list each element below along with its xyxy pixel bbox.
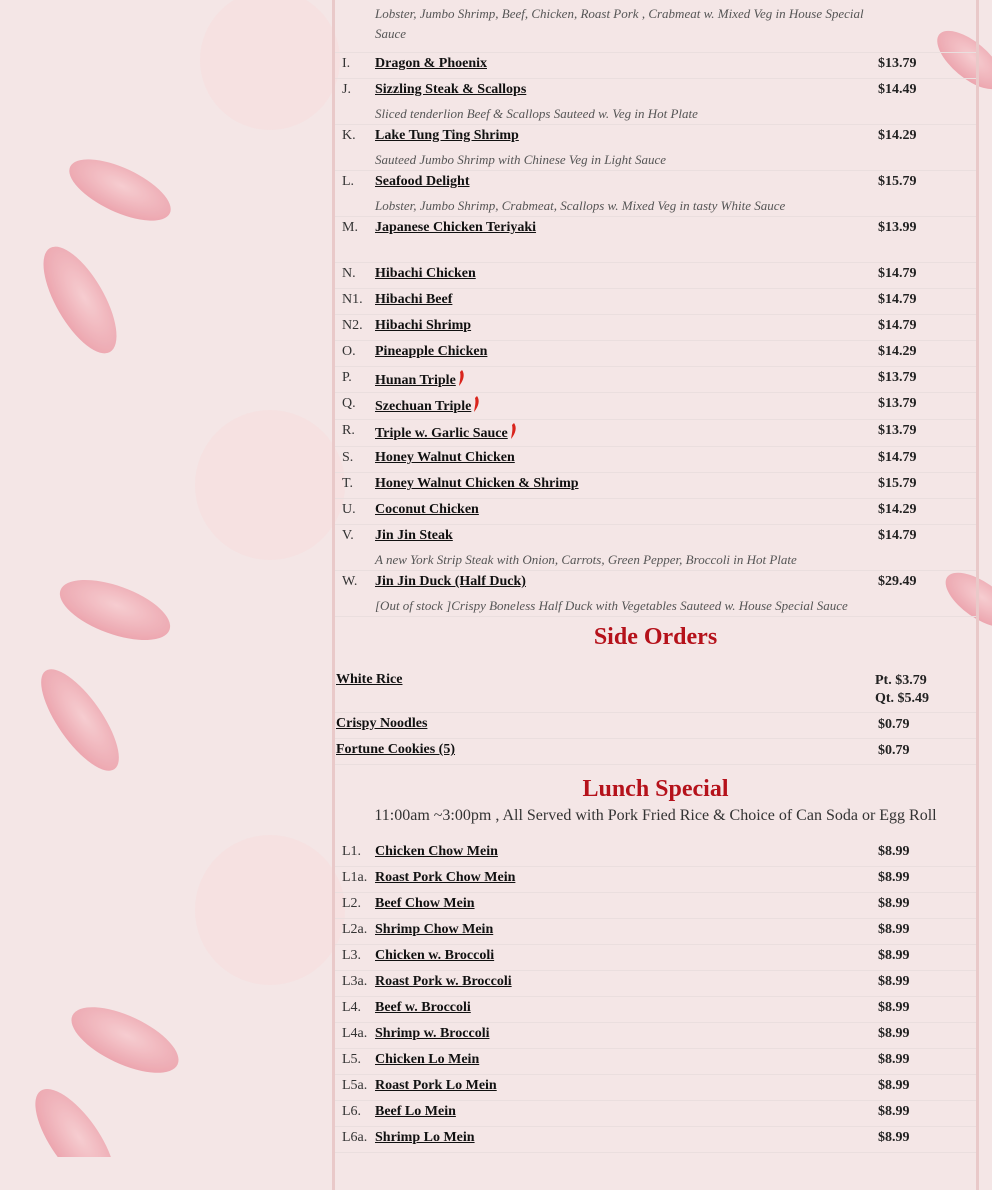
lunch-item-row [335, 1100, 976, 1127]
item-name: Szechuan Triple [375, 399, 472, 414]
menu-panel [332, 0, 979, 1190]
lunch-special-subtitle: 11:00am ~3:00pm , All Served with Pork Fried Rice & Choice of Can Soda or Egg Roll [374, 807, 937, 824]
side-orders-title: Side Orders [593, 624, 718, 650]
item-price: $15.79 [878, 174, 917, 189]
lunch-item-code: L4. [342, 1000, 362, 1015]
menu-item-row [335, 366, 976, 393]
item-name: Japanese Chicken Teriyaki [375, 220, 537, 235]
item-name: Seafood Delight [375, 174, 470, 189]
side-order-price-secondary: Qt. $5.49 [875, 691, 930, 706]
item-code: T. [342, 476, 354, 491]
menu-item-row [335, 170, 976, 217]
lunch-item-row [335, 892, 976, 919]
lunch-item-price: $8.99 [878, 948, 910, 963]
menu-item-row [335, 288, 976, 315]
lunch-item-code: L2. [342, 896, 362, 911]
item-price: $14.79 [878, 528, 917, 543]
lunch-item-row [335, 866, 976, 893]
lunch-item-price: $8.99 [878, 974, 910, 989]
menu-item-row [335, 52, 976, 79]
lunch-item-code: L6a. [342, 1130, 368, 1145]
item-code: N1. [342, 292, 363, 307]
item-code: K. [342, 128, 356, 143]
item-price: $14.79 [878, 318, 917, 333]
item-code: L. [342, 174, 355, 189]
item-price: $14.79 [878, 292, 917, 307]
item-code: S. [342, 450, 354, 465]
menu-item-row [335, 262, 976, 289]
side-orders-header [335, 610, 976, 668]
lunch-item-price: $8.99 [878, 1104, 910, 1119]
lunch-item-code: L1a. [342, 870, 368, 885]
item-code: N2. [342, 318, 363, 333]
item-code: M. [342, 220, 358, 235]
lunch-item-price: $8.99 [878, 1026, 910, 1041]
lunch-item-code: L5a. [342, 1078, 368, 1093]
lunch-item-code: L4a. [342, 1026, 368, 1041]
menu-item-row [335, 78, 976, 125]
side-order-price-primary: Pt. $3.79 [875, 673, 927, 688]
item-name: Triple w. Garlic Sauce [375, 426, 508, 441]
item-code: N. [342, 266, 356, 281]
item-name-link[interactable] [375, 174, 470, 190]
side-order-price [875, 672, 929, 708]
lunch-item-code: L1. [342, 844, 362, 859]
lunch-item-row [335, 1126, 976, 1153]
item-name-link[interactable] [375, 450, 515, 466]
item-name: Hunan Triple [375, 373, 456, 388]
item-name-link[interactable] [375, 574, 526, 590]
menu-item-row [335, 0, 976, 53]
item-name-link[interactable] [375, 370, 465, 389]
item-description: Lobster, Jumbo Shrimp, Beef, Chicken, Roast Pork , Crabmeat w. Mixed Veg in House Special Sauce [375, 6, 864, 41]
item-name: Lake Tung Ting Shrimp [375, 128, 519, 143]
menu-item-row [335, 216, 976, 263]
item-name-link[interactable] [375, 128, 519, 144]
item-description: A new York Strip Steak with Onion, Carrots, Green Pepper, Broccoli in Hot Plate [375, 552, 797, 567]
item-name-link[interactable] [375, 82, 526, 98]
lunch-special-header [335, 764, 976, 840]
side-order-price-primary: $0.79 [878, 717, 910, 732]
lunch-item-name[interactable]: Shrimp w. Broccoli [375, 1026, 490, 1041]
item-name: Pineapple Chicken [375, 344, 488, 359]
lunch-item-name[interactable]: Shrimp Chow Mein [375, 922, 494, 937]
lunch-item-row [335, 918, 976, 945]
item-code: O. [342, 344, 356, 359]
item-price: $14.29 [878, 344, 917, 359]
side-order-name[interactable]: White Rice [336, 672, 403, 687]
menu-item-row [335, 419, 976, 447]
item-price: $14.49 [878, 82, 917, 97]
lunch-item-name[interactable]: Roast Pork Chow Mein [375, 870, 516, 885]
side-order-name[interactable]: Crispy Noodles [336, 716, 428, 731]
item-name: Hibachi Chicken [375, 266, 476, 281]
lunch-item-name[interactable]: Chicken Chow Mein [375, 844, 498, 859]
menu-item-row [335, 392, 976, 420]
item-price: $14.79 [878, 450, 917, 465]
item-description: [Out of stock ]Crispy Boneless Half Duck with Vegetables Sauteed w. House Special Sauce [375, 598, 848, 613]
item-price: $13.99 [878, 220, 917, 235]
item-description: Sliced tenderlion Beef & Scallops Sauteed w. Veg in Hot Plate [375, 106, 698, 121]
item-name: Hibachi Shrimp [375, 318, 472, 333]
menu-item-row [335, 340, 976, 367]
item-name-link[interactable] [375, 528, 453, 544]
chili-pepper-icon [472, 396, 480, 412]
menu-item-row [335, 314, 976, 341]
item-name-link[interactable] [375, 318, 471, 334]
item-price: $13.79 [878, 396, 917, 411]
item-price: $14.79 [878, 266, 917, 281]
item-code: J. [342, 82, 351, 97]
lunch-item-name[interactable]: Beef w. Broccoli [375, 1000, 471, 1015]
menu-item-row [335, 498, 976, 525]
item-price: $29.49 [878, 574, 917, 589]
lunch-item-row [335, 1074, 976, 1101]
item-description: Lobster, Jumbo Shrimp, Crabmeat, Scallops w. Mixed Veg in tasty White Sauce [375, 198, 786, 213]
item-code: P. [342, 370, 352, 385]
side-order-price-primary: $0.79 [878, 743, 910, 758]
side-order-row [335, 668, 976, 713]
lunch-item-name[interactable]: Roast Pork w. Broccoli [375, 974, 512, 989]
item-price: $14.29 [878, 128, 917, 143]
item-name: Coconut Chicken [375, 502, 479, 517]
item-name-link[interactable] [375, 502, 479, 518]
menu-item-row [335, 524, 976, 571]
item-name-link[interactable] [375, 396, 480, 415]
item-code: R. [342, 423, 355, 438]
item-code: Q. [342, 396, 356, 411]
item-name: Dragon & Phoenix [375, 56, 487, 71]
lunch-item-price: $8.99 [878, 1000, 910, 1015]
lunch-item-price: $8.99 [878, 1078, 910, 1093]
item-name: Honey Walnut Chicken & Shrimp [375, 476, 579, 491]
item-name: Sizzling Steak & Scallops [375, 82, 527, 97]
item-description: Sauteed Jumbo Shrimp with Chinese Veg in Light Sauce [375, 152, 667, 167]
item-price: $14.29 [878, 502, 917, 517]
lunch-item-price: $8.99 [878, 922, 910, 937]
chili-pepper-icon [509, 423, 517, 439]
item-name: Hibachi Beef [375, 292, 453, 307]
lunch-item-name[interactable]: Beef Chow Mein [375, 896, 475, 911]
item-name-link[interactable] [375, 220, 536, 236]
item-name-link[interactable] [375, 344, 487, 360]
lunch-item-name[interactable]: Shrimp Lo Mein [375, 1130, 475, 1145]
lunch-item-row [335, 996, 976, 1023]
item-name-link[interactable] [375, 266, 476, 282]
lunch-item-price: $8.99 [878, 844, 910, 859]
item-name-link[interactable] [375, 292, 452, 308]
lunch-item-code: L5. [342, 1052, 362, 1067]
item-code: I. [342, 56, 351, 71]
item-name: Jin Jin Steak [375, 528, 453, 543]
lunch-item-name[interactable]: Chicken w. Broccoli [375, 948, 495, 963]
lunch-item-price: $8.99 [878, 1052, 910, 1067]
item-name-link[interactable] [375, 423, 517, 442]
item-name-link[interactable] [375, 476, 579, 492]
side-order-price [878, 742, 910, 760]
menu-item-row [335, 472, 976, 499]
chili-pepper-icon [457, 370, 465, 386]
side-order-row [335, 738, 976, 765]
menu-item-row [335, 124, 976, 171]
item-price: $15.79 [878, 476, 917, 491]
lunch-item-row [335, 944, 976, 971]
lunch-special-title: Lunch Special [582, 776, 729, 802]
item-code: V. [342, 528, 354, 543]
menu-item-row [335, 446, 976, 473]
item-price: $13.79 [878, 56, 917, 71]
lunch-item-code: L3a. [342, 974, 368, 989]
item-code: W. [342, 574, 358, 589]
lunch-item-code: L6. [342, 1104, 362, 1119]
lunch-item-code: L2a. [342, 922, 368, 937]
lunch-item-row [335, 970, 976, 997]
item-name-link[interactable] [375, 56, 487, 72]
lunch-item-price: $8.99 [878, 896, 910, 911]
item-price: $13.79 [878, 423, 917, 438]
lunch-item-price: $8.99 [878, 1130, 910, 1145]
side-order-row [335, 712, 976, 739]
side-order-name[interactable]: Fortune Cookies (5) [336, 742, 455, 757]
item-name: Honey Walnut Chicken [375, 450, 515, 465]
lunch-item-price: $8.99 [878, 870, 910, 885]
lunch-item-row [335, 840, 976, 867]
lunch-item-name[interactable]: Beef Lo Mein [375, 1104, 456, 1119]
lunch-item-name[interactable]: Chicken Lo Mein [375, 1052, 480, 1067]
item-price: $13.79 [878, 370, 917, 385]
lunch-item-name[interactable]: Roast Pork Lo Mein [375, 1078, 497, 1093]
item-name: Jin Jin Duck (Half Duck) [375, 574, 526, 589]
side-order-price [878, 716, 910, 734]
lunch-item-row [335, 1048, 976, 1075]
item-code: U. [342, 502, 356, 517]
lunch-item-code: L3. [342, 948, 362, 963]
lunch-item-row [335, 1022, 976, 1049]
